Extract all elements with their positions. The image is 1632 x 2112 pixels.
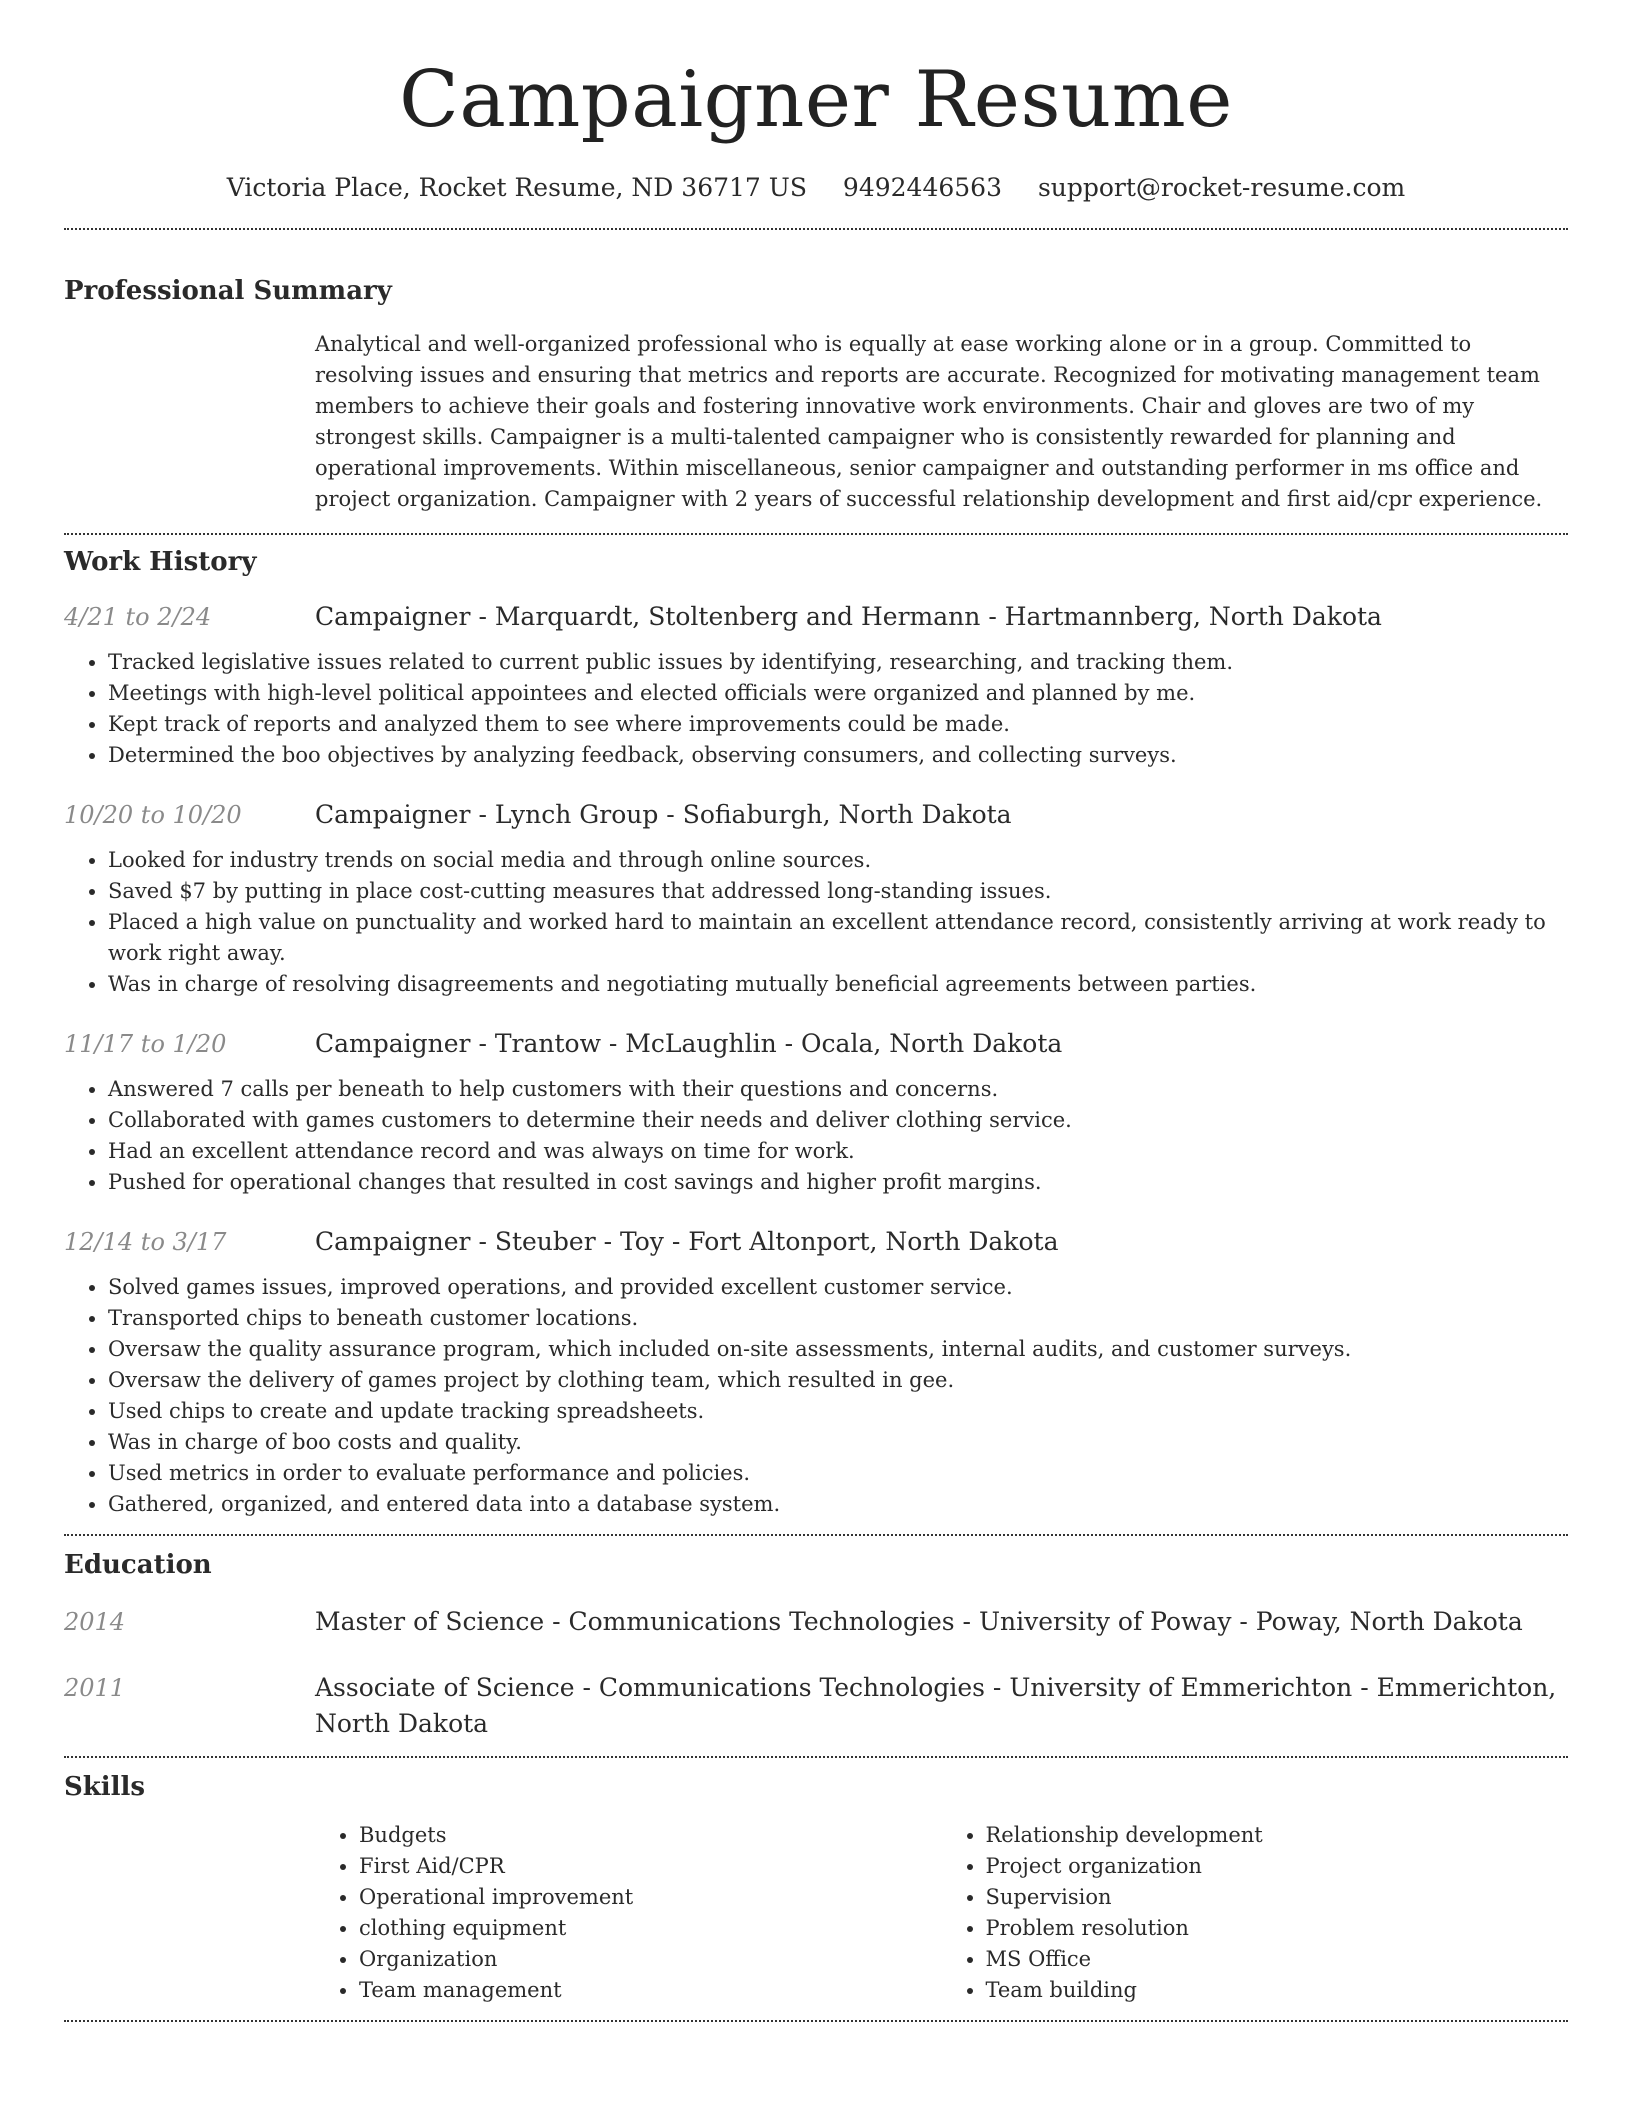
- contact-phone: 9492446563: [842, 173, 1002, 202]
- job-heading: Campaigner - Trantow - McLaughlin - Ocala, North Dakota: [315, 1029, 1063, 1058]
- skill-item: • Operational improvement: [359, 1882, 942, 1913]
- summary-text: Analytical and well-organized professional who is equally at ease working alone or in a group. Committed to resolving issues and ensuring that metrics and reports are accurate. Recognized for motivating management team members to achieve their goals and fostering innovative work environments. Chair and gloves are two of my strongest skills. Campaigner is a multi-talented campaigner who is consistently rewarded for planning and operational improvements. Within miscellaneous, senior campaigner and outstanding performer in ms office and project organization. Campaigner with 2 years of successful relationship development and first aid/cpr experience.: [315, 332, 1543, 511]
- skill-item: • Project organization: [986, 1851, 1569, 1882]
- skill-item: • Organization: [359, 1944, 942, 1975]
- skill-item: • Team building: [986, 1975, 1569, 2006]
- job-bullet: • Meetings with high-level political appointees and elected officials were organized and planned by me.: [108, 678, 1568, 709]
- job-bullet: • Pushed for operational changes that resulted in cost savings and higher profit margins.: [108, 1167, 1568, 1198]
- job-bullet: • Determined the boo objectives by analyzing feedback, observing consumers, and collecting surveys.: [108, 740, 1568, 771]
- skills-title: Skills: [64, 1772, 146, 1802]
- work-history-section: [64, 535, 1568, 1520]
- job-bullet: • Transported chips to beneath customer locations.: [108, 1303, 1568, 1334]
- job-bullet: • Oversaw the quality assurance program, which included on-site assessments, internal audits, and customer surveys.: [108, 1334, 1568, 1365]
- job-heading: Campaigner - Marquardt, Stoltenberg and Hermann - Hartmannberg, North Dakota: [315, 602, 1382, 631]
- job-bullet: • Saved $7 by putting in place cost-cutting measures that addressed long-standing issues.: [108, 876, 1568, 907]
- job-dates: 11/17 to 1/20: [64, 1030, 227, 1058]
- contact-address: Victoria Place, Rocket Resume, ND 36717 US: [226, 173, 807, 202]
- job-bullets: [64, 1074, 1568, 1198]
- section-divider: [64, 2020, 1568, 2022]
- skills-section: [64, 1758, 1568, 2006]
- education-heading: Associate of Science - Communications Technologies - University of Emmerichton - Emmerichton, North Dakota: [315, 1673, 1557, 1738]
- job-bullet: • Was in charge of boo costs and quality.: [108, 1427, 1568, 1458]
- skill-item: • First Aid/CPR: [359, 1851, 942, 1882]
- work-history-title: Work History: [64, 547, 257, 577]
- job-bullet: • Kept track of reports and analyzed them to see where improvements could be made.: [108, 709, 1568, 740]
- job-dates: 12/14 to 3/17: [64, 1228, 227, 1256]
- job-dates: 10/20 to 10/20: [64, 801, 242, 829]
- job-bullet: • Gathered, organized, and entered data into a database system.: [108, 1489, 1568, 1520]
- skills-columns: [315, 1820, 1568, 2006]
- job-entry: [64, 797, 1568, 1000]
- skill-item: • MS Office: [986, 1944, 1569, 1975]
- education-section: [64, 1536, 1568, 1742]
- job-bullet: • Used chips to create and update tracking spreadsheets.: [108, 1396, 1568, 1427]
- skill-item: • Problem resolution: [986, 1913, 1569, 1944]
- skill-item: • Relationship development: [986, 1820, 1569, 1851]
- job-bullet: • Was in charge of resolving disagreements and negotiating mutually beneficial agreements between parties.: [108, 969, 1568, 1000]
- summary-title: Professional Summary: [64, 276, 392, 306]
- education-title: Education: [64, 1550, 212, 1580]
- skills-list-right: [942, 1820, 1569, 2006]
- skills-list-left: [315, 1820, 942, 2006]
- summary-section: [64, 230, 1568, 515]
- skill-item: • Team management: [359, 1975, 942, 2006]
- resume-header: [64, 0, 1568, 204]
- job-bullet: • Answered 7 calls per beneath to help customers with their questions and concerns.: [108, 1074, 1568, 1105]
- job-bullets: [64, 845, 1568, 1000]
- contact-email: support@rocket-resume.com: [1037, 173, 1406, 202]
- job-bullet: • Had an excellent attendance record and was always on time for work.: [108, 1136, 1568, 1167]
- job-bullet: • Collaborated with games customers to determine their needs and deliver clothing service.: [108, 1105, 1568, 1136]
- education-entry: [64, 1670, 1568, 1742]
- job-bullet: • Placed a high value on punctuality and worked hard to maintain an excellent attendance record, consistently arriving at work ready to work right away.: [108, 907, 1568, 969]
- job-bullet: • Looked for industry trends on social media and through online sources.: [108, 845, 1568, 876]
- job-heading: Campaigner - Steuber - Toy - Fort Altonport, North Dakota: [315, 1227, 1059, 1256]
- skill-item: • clothing equipment: [359, 1913, 942, 1944]
- resume-name: Campaigner Resume: [399, 55, 1233, 145]
- job-bullet: • Tracked legislative issues related to current public issues by identifying, researching, and tracking them.: [108, 647, 1568, 678]
- job-entry: [64, 1026, 1568, 1198]
- job-bullets: [64, 647, 1568, 771]
- job-entry: [64, 599, 1568, 771]
- education-year: 2011: [64, 1674, 126, 1702]
- job-bullet: • Oversaw the delivery of games project by clothing team, which resulted in gee.: [108, 1365, 1568, 1396]
- education-heading: Master of Science - Communications Technologies - University of Poway - Poway, North Dakota: [315, 1607, 1523, 1636]
- contact-line: [64, 172, 1568, 204]
- skill-item: • Budgets: [359, 1820, 942, 1851]
- job-dates: 4/21 to 2/24: [64, 603, 212, 631]
- education-year: 2014: [64, 1608, 126, 1636]
- education-entry: [64, 1604, 1568, 1640]
- job-bullets: [64, 1272, 1568, 1520]
- job-entry: [64, 1224, 1568, 1520]
- job-bullet: • Solved games issues, improved operations, and provided excellent customer service.: [108, 1272, 1568, 1303]
- job-heading: Campaigner - Lynch Group - Sofiaburgh, North Dakota: [315, 800, 1012, 829]
- skill-item: • Supervision: [986, 1882, 1569, 1913]
- job-bullet: • Used metrics in order to evaluate performance and policies.: [108, 1458, 1568, 1489]
